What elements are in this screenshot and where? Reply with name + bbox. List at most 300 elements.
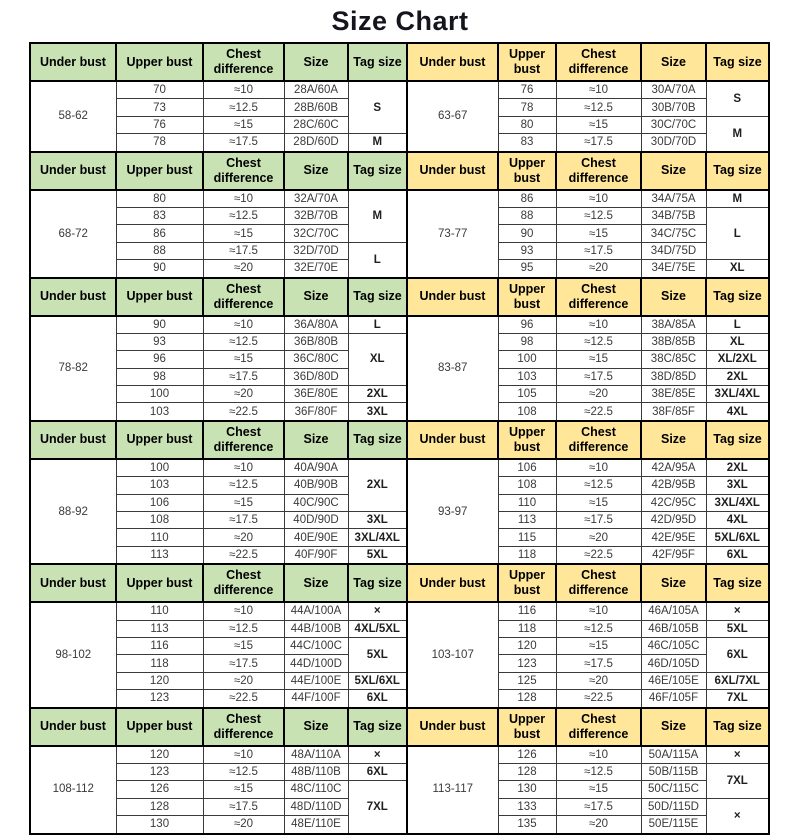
left-under-bust-cell: 58-62 bbox=[30, 81, 116, 152]
right-col-header-size: Size bbox=[641, 708, 706, 746]
left-upper-bust-cell: 100 bbox=[116, 386, 203, 403]
right-upper-bust-cell: 78 bbox=[498, 99, 556, 116]
table-row bbox=[30, 602, 769, 620]
right-upper-bust-cell: 116 bbox=[498, 602, 556, 620]
left-col-header-upper-bust: Upper bust bbox=[116, 708, 203, 746]
left-col-header-size: Size bbox=[284, 708, 348, 746]
left-col-header-under-bust: Under bust bbox=[30, 152, 116, 190]
left-col-header-under-bust: Under bust bbox=[30, 708, 116, 746]
right-chest-difference-cell: ≈12.5 bbox=[556, 99, 641, 116]
right-under-bust-cell: 93-97 bbox=[407, 459, 498, 564]
right-tag-size-cell: 4XL bbox=[706, 403, 769, 421]
left-col-header-chest-difference: Chest difference bbox=[203, 152, 284, 190]
right-tag-size-cell: 2XL bbox=[706, 459, 769, 477]
table-row bbox=[30, 134, 769, 152]
left-upper-bust-cell: 70 bbox=[116, 81, 203, 99]
left-chest-difference-cell: ≈15 bbox=[203, 494, 284, 511]
left-col-header-tag-size: Tag size bbox=[348, 421, 407, 459]
left-size-cell: 28D/60D bbox=[284, 134, 348, 152]
right-size-cell: 34D/75D bbox=[641, 242, 706, 259]
left-col-header-chest-difference: Chest difference bbox=[203, 278, 284, 316]
right-col-header-chest-difference: Chest difference bbox=[556, 708, 641, 746]
right-under-bust-cell: 113-117 bbox=[407, 746, 498, 834]
right-col-header-size: Size bbox=[641, 43, 706, 81]
table-row bbox=[30, 746, 769, 764]
left-size-cell: 28B/60B bbox=[284, 99, 348, 116]
table-row bbox=[30, 512, 769, 529]
left-col-header-tag-size: Tag size bbox=[348, 278, 407, 316]
left-chest-difference-cell: ≈15 bbox=[203, 781, 284, 798]
right-col-header-under-bust: Under bust bbox=[407, 708, 498, 746]
right-upper-bust-cell: 130 bbox=[498, 781, 556, 798]
right-col-header-size: Size bbox=[641, 152, 706, 190]
right-chest-difference-cell: ≈15 bbox=[556, 225, 641, 242]
right-size-cell: 30B/70B bbox=[641, 99, 706, 116]
right-tag-size-cell: × bbox=[706, 798, 769, 833]
right-upper-bust-cell: 115 bbox=[498, 529, 556, 546]
right-chest-difference-cell: ≈15 bbox=[556, 494, 641, 511]
right-upper-bust-cell: 95 bbox=[498, 260, 556, 278]
left-size-cell: 32D/70D bbox=[284, 242, 348, 259]
left-upper-bust-cell: 130 bbox=[116, 816, 203, 834]
right-tag-size-cell: S bbox=[706, 81, 769, 116]
right-upper-bust-cell: 123 bbox=[498, 655, 556, 672]
left-tag-size-cell: 3XL bbox=[348, 512, 407, 529]
right-chest-difference-cell: ≈12.5 bbox=[556, 477, 641, 494]
left-upper-bust-cell: 110 bbox=[116, 602, 203, 620]
right-upper-bust-cell: 120 bbox=[498, 637, 556, 654]
right-tag-size-cell: L bbox=[706, 316, 769, 334]
left-col-header-tag-size: Tag size bbox=[348, 43, 407, 81]
right-tag-size-cell: 3XL/4XL bbox=[706, 494, 769, 511]
right-upper-bust-cell: 98 bbox=[498, 333, 556, 350]
left-tag-size-cell: 3XL bbox=[348, 403, 407, 421]
size-table-body bbox=[30, 43, 769, 834]
left-col-header-upper-bust: Upper bust bbox=[116, 421, 203, 459]
right-size-cell: 50E/115E bbox=[641, 816, 706, 834]
left-upper-bust-cell: 76 bbox=[116, 116, 203, 133]
table-row bbox=[30, 459, 769, 477]
left-chest-difference-cell: ≈12.5 bbox=[203, 207, 284, 224]
table-row bbox=[30, 316, 769, 334]
left-size-cell: 44F/100F bbox=[284, 690, 348, 708]
table-row bbox=[30, 333, 769, 350]
left-col-header-size: Size bbox=[284, 421, 348, 459]
left-chest-difference-cell: ≈17.5 bbox=[203, 134, 284, 152]
left-col-header-under-bust: Under bust bbox=[30, 421, 116, 459]
right-upper-bust-cell: 118 bbox=[498, 546, 556, 564]
right-size-cell: 38F/85F bbox=[641, 403, 706, 421]
right-chest-difference-cell: ≈17.5 bbox=[556, 655, 641, 672]
right-col-header-upper-bust: Upper bust bbox=[498, 564, 556, 602]
left-chest-difference-cell: ≈22.5 bbox=[203, 690, 284, 708]
left-chest-difference-cell: ≈10 bbox=[203, 746, 284, 764]
left-upper-bust-cell: 108 bbox=[116, 512, 203, 529]
right-col-header-size: Size bbox=[641, 564, 706, 602]
left-size-cell: 48C/110C bbox=[284, 781, 348, 798]
right-col-header-chest-difference: Chest difference bbox=[556, 421, 641, 459]
left-chest-difference-cell: ≈15 bbox=[203, 637, 284, 654]
left-size-cell: 28C/60C bbox=[284, 116, 348, 133]
left-upper-bust-cell: 83 bbox=[116, 207, 203, 224]
right-upper-bust-cell: 105 bbox=[498, 386, 556, 403]
right-col-header-chest-difference: Chest difference bbox=[556, 152, 641, 190]
left-col-header-under-bust: Under bust bbox=[30, 564, 116, 602]
left-size-cell: 48D/110D bbox=[284, 798, 348, 815]
right-chest-difference-cell: ≈15 bbox=[556, 116, 641, 133]
table-row bbox=[30, 386, 769, 403]
page-title: Size Chart bbox=[331, 6, 469, 36]
left-upper-bust-cell: 126 bbox=[116, 781, 203, 798]
left-col-header-tag-size: Tag size bbox=[348, 152, 407, 190]
right-size-cell: 34A/75A bbox=[641, 190, 706, 208]
left-tag-size-cell: 6XL bbox=[348, 763, 407, 780]
right-size-cell: 42C/95C bbox=[641, 494, 706, 511]
right-size-cell: 50A/115A bbox=[641, 746, 706, 764]
right-col-header-upper-bust: Upper bust bbox=[498, 278, 556, 316]
right-upper-bust-cell: 83 bbox=[498, 134, 556, 152]
left-chest-difference-cell: ≈20 bbox=[203, 386, 284, 403]
section-1-header-row bbox=[30, 43, 769, 81]
left-under-bust-cell: 88-92 bbox=[30, 459, 116, 564]
right-upper-bust-cell: 133 bbox=[498, 798, 556, 815]
left-chest-difference-cell: ≈15 bbox=[203, 116, 284, 133]
section-2-header-row bbox=[30, 152, 769, 190]
left-tag-size-cell: XL bbox=[348, 333, 407, 385]
left-chest-difference-cell: ≈22.5 bbox=[203, 403, 284, 421]
left-col-header-chest-difference: Chest difference bbox=[203, 708, 284, 746]
left-upper-bust-cell: 73 bbox=[116, 99, 203, 116]
right-size-cell: 46E/105E bbox=[641, 672, 706, 689]
left-size-cell: 44A/100A bbox=[284, 602, 348, 620]
right-size-cell: 46D/105D bbox=[641, 655, 706, 672]
right-tag-size-cell: 6XL bbox=[706, 637, 769, 672]
left-size-cell: 48A/110A bbox=[284, 746, 348, 764]
table-row bbox=[30, 403, 769, 421]
right-upper-bust-cell: 113 bbox=[498, 512, 556, 529]
right-tag-size-cell: 7XL bbox=[706, 690, 769, 708]
right-upper-bust-cell: 108 bbox=[498, 403, 556, 421]
left-chest-difference-cell: ≈17.5 bbox=[203, 368, 284, 385]
left-chest-difference-cell: ≈22.5 bbox=[203, 546, 284, 564]
right-under-bust-cell: 83-87 bbox=[407, 316, 498, 421]
right-chest-difference-cell: ≈10 bbox=[556, 746, 641, 764]
right-upper-bust-cell: 88 bbox=[498, 207, 556, 224]
left-upper-bust-cell: 78 bbox=[116, 134, 203, 152]
left-upper-bust-cell: 106 bbox=[116, 494, 203, 511]
right-tag-size-cell: 5XL bbox=[706, 620, 769, 637]
right-size-cell: 50B/115B bbox=[641, 763, 706, 780]
left-chest-difference-cell: ≈20 bbox=[203, 816, 284, 834]
left-col-header-upper-bust: Upper bust bbox=[116, 278, 203, 316]
left-upper-bust-cell: 123 bbox=[116, 763, 203, 780]
right-tag-size-cell: 7XL bbox=[706, 763, 769, 798]
left-tag-size-cell: M bbox=[348, 134, 407, 152]
right-chest-difference-cell: ≈17.5 bbox=[556, 512, 641, 529]
right-col-header-chest-difference: Chest difference bbox=[556, 43, 641, 81]
right-chest-difference-cell: ≈12.5 bbox=[556, 207, 641, 224]
right-upper-bust-cell: 126 bbox=[498, 746, 556, 764]
left-chest-difference-cell: ≈20 bbox=[203, 260, 284, 278]
right-tag-size-cell: 6XL/7XL bbox=[706, 672, 769, 689]
left-upper-bust-cell: 98 bbox=[116, 368, 203, 385]
right-size-cell: 30A/70A bbox=[641, 81, 706, 99]
table-row bbox=[30, 620, 769, 637]
left-tag-size-cell: 5XL bbox=[348, 637, 407, 672]
right-size-cell: 38A/85A bbox=[641, 316, 706, 334]
right-chest-difference-cell: ≈15 bbox=[556, 637, 641, 654]
right-tag-size-cell: × bbox=[706, 602, 769, 620]
right-size-cell: 42A/95A bbox=[641, 459, 706, 477]
right-size-cell: 50C/115C bbox=[641, 781, 706, 798]
left-col-header-size: Size bbox=[284, 278, 348, 316]
left-size-cell: 48B/110B bbox=[284, 763, 348, 780]
left-upper-bust-cell: 90 bbox=[116, 260, 203, 278]
right-upper-bust-cell: 90 bbox=[498, 225, 556, 242]
left-size-cell: 44D/100D bbox=[284, 655, 348, 672]
table-row bbox=[30, 672, 769, 689]
right-tag-size-cell: L bbox=[706, 207, 769, 259]
left-col-header-tag-size: Tag size bbox=[348, 708, 407, 746]
right-tag-size-cell: 4XL bbox=[706, 512, 769, 529]
right-tag-size-cell: × bbox=[706, 746, 769, 764]
left-size-cell: 40E/90E bbox=[284, 529, 348, 546]
right-col-header-upper-bust: Upper bust bbox=[498, 152, 556, 190]
left-size-cell: 32E/70E bbox=[284, 260, 348, 278]
right-chest-difference-cell: ≈20 bbox=[556, 386, 641, 403]
left-size-cell: 40C/90C bbox=[284, 494, 348, 511]
left-under-bust-cell: 78-82 bbox=[30, 316, 116, 421]
left-col-header-upper-bust: Upper bust bbox=[116, 564, 203, 602]
left-size-cell: 40A/90A bbox=[284, 459, 348, 477]
right-col-header-under-bust: Under bust bbox=[407, 421, 498, 459]
left-upper-bust-cell: 103 bbox=[116, 477, 203, 494]
right-col-header-tag-size: Tag size bbox=[706, 564, 769, 602]
left-size-cell: 36F/80F bbox=[284, 403, 348, 421]
section-3-header-row bbox=[30, 278, 769, 316]
table-row bbox=[30, 690, 769, 708]
right-chest-difference-cell: ≈22.5 bbox=[556, 690, 641, 708]
left-tag-size-cell: 7XL bbox=[348, 781, 407, 834]
right-chest-difference-cell: ≈10 bbox=[556, 316, 641, 334]
left-chest-difference-cell: ≈12.5 bbox=[203, 620, 284, 637]
left-tag-size-cell: 5XL/6XL bbox=[348, 672, 407, 689]
left-upper-bust-cell: 93 bbox=[116, 333, 203, 350]
left-size-cell: 40B/90B bbox=[284, 477, 348, 494]
right-size-cell: 34C/75C bbox=[641, 225, 706, 242]
right-col-header-upper-bust: Upper bust bbox=[498, 708, 556, 746]
left-upper-bust-cell: 80 bbox=[116, 190, 203, 208]
left-size-cell: 32C/70C bbox=[284, 225, 348, 242]
right-col-header-chest-difference: Chest difference bbox=[556, 564, 641, 602]
left-col-header-size: Size bbox=[284, 564, 348, 602]
right-size-cell: 46C/105C bbox=[641, 637, 706, 654]
right-upper-bust-cell: 103 bbox=[498, 368, 556, 385]
right-col-header-tag-size: Tag size bbox=[706, 708, 769, 746]
right-upper-bust-cell: 86 bbox=[498, 190, 556, 208]
left-tag-size-cell: 6XL bbox=[348, 690, 407, 708]
right-chest-difference-cell: ≈12.5 bbox=[556, 620, 641, 637]
left-upper-bust-cell: 120 bbox=[116, 672, 203, 689]
right-chest-difference-cell: ≈10 bbox=[556, 602, 641, 620]
right-size-cell: 38D/85D bbox=[641, 368, 706, 385]
right-size-cell: 38C/85C bbox=[641, 351, 706, 368]
left-chest-difference-cell: ≈10 bbox=[203, 602, 284, 620]
section-4-header-row bbox=[30, 421, 769, 459]
left-chest-difference-cell: ≈15 bbox=[203, 225, 284, 242]
right-size-cell: 42E/95E bbox=[641, 529, 706, 546]
left-upper-bust-cell: 100 bbox=[116, 459, 203, 477]
right-size-cell: 30D/70D bbox=[641, 134, 706, 152]
left-size-cell: 32A/70A bbox=[284, 190, 348, 208]
right-tag-size-cell: XL bbox=[706, 333, 769, 350]
right-size-cell: 38E/85E bbox=[641, 386, 706, 403]
right-col-header-under-bust: Under bust bbox=[407, 564, 498, 602]
left-col-header-under-bust: Under bust bbox=[30, 278, 116, 316]
table-row bbox=[30, 763, 769, 780]
left-col-header-chest-difference: Chest difference bbox=[203, 564, 284, 602]
left-size-cell: 28A/60A bbox=[284, 81, 348, 99]
left-size-cell: 40F/90F bbox=[284, 546, 348, 564]
right-upper-bust-cell: 76 bbox=[498, 81, 556, 99]
left-size-cell: 36A/80A bbox=[284, 316, 348, 334]
right-chest-difference-cell: ≈20 bbox=[556, 260, 641, 278]
right-chest-difference-cell: ≈20 bbox=[556, 672, 641, 689]
right-size-cell: 42F/95F bbox=[641, 546, 706, 564]
right-chest-difference-cell: ≈12.5 bbox=[556, 763, 641, 780]
right-col-header-tag-size: Tag size bbox=[706, 43, 769, 81]
right-col-header-tag-size: Tag size bbox=[706, 421, 769, 459]
left-chest-difference-cell: ≈17.5 bbox=[203, 655, 284, 672]
table-row bbox=[30, 546, 769, 564]
left-chest-difference-cell: ≈20 bbox=[203, 529, 284, 546]
right-tag-size-cell: 3XL bbox=[706, 477, 769, 494]
table-row bbox=[30, 637, 769, 654]
right-col-header-chest-difference: Chest difference bbox=[556, 278, 641, 316]
left-size-cell: 44B/100B bbox=[284, 620, 348, 637]
left-upper-bust-cell: 118 bbox=[116, 655, 203, 672]
right-upper-bust-cell: 128 bbox=[498, 763, 556, 780]
left-upper-bust-cell: 120 bbox=[116, 746, 203, 764]
right-size-cell: 50D/115D bbox=[641, 798, 706, 815]
left-chest-difference-cell: ≈17.5 bbox=[203, 798, 284, 815]
right-size-cell: 30C/70C bbox=[641, 116, 706, 133]
left-upper-bust-cell: 116 bbox=[116, 637, 203, 654]
left-col-header-size: Size bbox=[284, 43, 348, 81]
table-row bbox=[30, 81, 769, 99]
right-tag-size-cell: XL bbox=[706, 260, 769, 278]
left-upper-bust-cell: 128 bbox=[116, 798, 203, 815]
left-tag-size-cell: × bbox=[348, 602, 407, 620]
left-upper-bust-cell: 90 bbox=[116, 316, 203, 334]
left-upper-bust-cell: 88 bbox=[116, 242, 203, 259]
left-tag-size-cell: L bbox=[348, 242, 407, 277]
section-6-header-row bbox=[30, 708, 769, 746]
right-col-header-tag-size: Tag size bbox=[706, 278, 769, 316]
size-table bbox=[29, 42, 770, 835]
left-size-cell: 36B/80B bbox=[284, 333, 348, 350]
right-upper-bust-cell: 80 bbox=[498, 116, 556, 133]
right-size-cell: 42D/95D bbox=[641, 512, 706, 529]
right-chest-difference-cell: ≈15 bbox=[556, 351, 641, 368]
right-under-bust-cell: 103-107 bbox=[407, 602, 498, 707]
left-under-bust-cell: 68-72 bbox=[30, 190, 116, 278]
right-tag-size-cell: M bbox=[706, 116, 769, 151]
right-col-header-size: Size bbox=[641, 278, 706, 316]
table-row bbox=[30, 190, 769, 208]
right-upper-bust-cell: 108 bbox=[498, 477, 556, 494]
right-upper-bust-cell: 96 bbox=[498, 316, 556, 334]
right-upper-bust-cell: 128 bbox=[498, 690, 556, 708]
table-row bbox=[30, 242, 769, 259]
right-chest-difference-cell: ≈17.5 bbox=[556, 134, 641, 152]
right-col-header-under-bust: Under bust bbox=[407, 278, 498, 316]
right-tag-size-cell: XL/2XL bbox=[706, 351, 769, 368]
right-upper-bust-cell: 106 bbox=[498, 459, 556, 477]
left-chest-difference-cell: ≈12.5 bbox=[203, 99, 284, 116]
left-chest-difference-cell: ≈12.5 bbox=[203, 477, 284, 494]
right-col-header-under-bust: Under bust bbox=[407, 152, 498, 190]
right-upper-bust-cell: 93 bbox=[498, 242, 556, 259]
right-chest-difference-cell: ≈17.5 bbox=[556, 368, 641, 385]
left-size-cell: 36C/80C bbox=[284, 351, 348, 368]
right-col-header-tag-size: Tag size bbox=[706, 152, 769, 190]
right-upper-bust-cell: 110 bbox=[498, 494, 556, 511]
left-chest-difference-cell: ≈10 bbox=[203, 81, 284, 99]
right-chest-difference-cell: ≈17.5 bbox=[556, 798, 641, 815]
right-col-header-upper-bust: Upper bust bbox=[498, 421, 556, 459]
left-tag-size-cell: 2XL bbox=[348, 459, 407, 512]
left-chest-difference-cell: ≈10 bbox=[203, 316, 284, 334]
right-chest-difference-cell: ≈10 bbox=[556, 190, 641, 208]
left-tag-size-cell: M bbox=[348, 190, 407, 243]
left-col-header-chest-difference: Chest difference bbox=[203, 421, 284, 459]
right-under-bust-cell: 63-67 bbox=[407, 81, 498, 152]
left-tag-size-cell: L bbox=[348, 316, 407, 334]
left-col-header-upper-bust: Upper bust bbox=[116, 152, 203, 190]
right-size-cell: 34E/75E bbox=[641, 260, 706, 278]
right-tag-size-cell: 6XL bbox=[706, 546, 769, 564]
right-chest-difference-cell: ≈17.5 bbox=[556, 242, 641, 259]
left-chest-difference-cell: ≈17.5 bbox=[203, 512, 284, 529]
left-col-header-chest-difference: Chest difference bbox=[203, 43, 284, 81]
right-col-header-size: Size bbox=[641, 421, 706, 459]
left-upper-bust-cell: 103 bbox=[116, 403, 203, 421]
section-5-header-row bbox=[30, 564, 769, 602]
right-chest-difference-cell: ≈20 bbox=[556, 816, 641, 834]
right-size-cell: 34B/75B bbox=[641, 207, 706, 224]
left-tag-size-cell: 4XL/5XL bbox=[348, 620, 407, 637]
left-tag-size-cell: 5XL bbox=[348, 546, 407, 564]
right-tag-size-cell: 3XL/4XL bbox=[706, 386, 769, 403]
left-col-header-tag-size: Tag size bbox=[348, 564, 407, 602]
left-upper-bust-cell: 113 bbox=[116, 620, 203, 637]
right-size-cell: 38B/85B bbox=[641, 333, 706, 350]
left-size-cell: 44E/100E bbox=[284, 672, 348, 689]
left-chest-difference-cell: ≈10 bbox=[203, 190, 284, 208]
left-size-cell: 40D/90D bbox=[284, 512, 348, 529]
left-chest-difference-cell: ≈12.5 bbox=[203, 763, 284, 780]
left-size-cell: 44C/100C bbox=[284, 637, 348, 654]
left-tag-size-cell: S bbox=[348, 81, 407, 134]
right-size-cell: 46B/105B bbox=[641, 620, 706, 637]
right-upper-bust-cell: 118 bbox=[498, 620, 556, 637]
left-chest-difference-cell: ≈12.5 bbox=[203, 333, 284, 350]
left-col-header-under-bust: Under bust bbox=[30, 43, 116, 81]
right-chest-difference-cell: ≈22.5 bbox=[556, 546, 641, 564]
right-chest-difference-cell: ≈22.5 bbox=[556, 403, 641, 421]
right-upper-bust-cell: 125 bbox=[498, 672, 556, 689]
